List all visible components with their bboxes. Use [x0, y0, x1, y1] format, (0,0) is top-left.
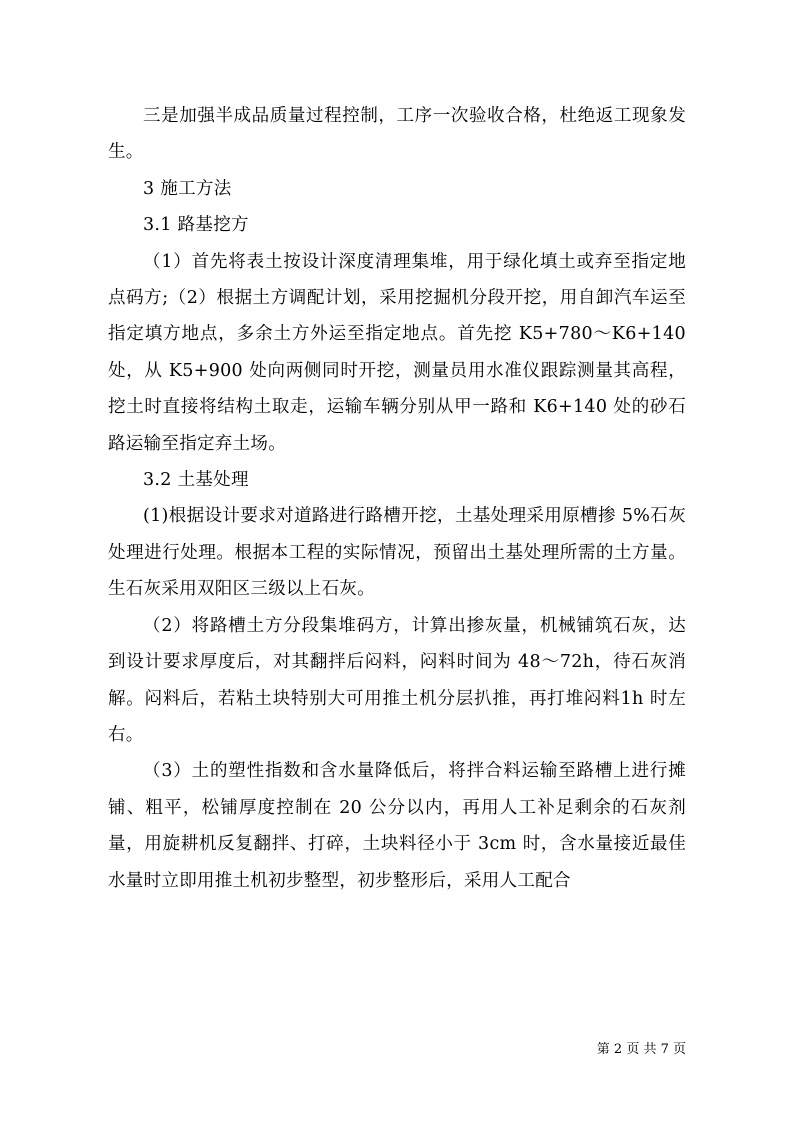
section-heading-construction-method: 3 施工方法 — [143, 178, 232, 199]
page-number-footer: 第 2 页 共 7 页 — [596, 1042, 686, 1057]
paragraph-soil-treatment-2: （2）将路槽土方分段集堆码方，计算出掺灰量，机械铺筑石灰，达到设计要求厚度后，对其翻拌后闷料，闷料时间为 48～72h，待石灰消解。闷料后，若粘土块特别大可用推土机分层扒推，再打堆闷料1h 时左右。 — [108, 615, 686, 745]
paragraph-soil-treatment-3: （3）土的塑性指数和含水量降低后，将拌合料运输至路槽上进行摊铺、粗平，松铺厚度控制在 20 公分以内，再用人工补足剩余的石灰剂量，用旋耕机反复翻拌、打碎，土块料径小于 3cm 时，含水量接近最佳水量时立即用推土机初步整型，初步整形后，采用人工配合 — [108, 761, 686, 891]
paragraph-soil-treatment-1: (1)根据设计要求对道路进行路槽开挖，土基处理采用原槽掺 5%石灰处理进行处理。根据本工程的实际情况，预留出土基处理所需的土方量。生石灰采用双阳区三级以上石灰。 — [108, 506, 686, 600]
paragraph-quality-control: 三是加强半成品质量过程控制，工序一次验收合格，杜绝返工现象发生。 — [108, 106, 686, 163]
subsection-heading-soil-treatment: 3.2 土基处理 — [143, 470, 249, 491]
document-body — [108, 98, 686, 899]
subsection-heading-roadbed-excavation: 3.1 路基挖方 — [143, 215, 249, 236]
paragraph-excavation-steps: （1）首先将表土按设计深度清理集堆，用于绿化填土或弃至指定地点码方;（2）根据土方调配计划，采用挖掘机分段开挖，用自卸汽车运至指定填方地点，多余土方外运至指定地点。首先挖 K5+780～K6+140 处，从 K5+900 处向两侧同时开挖，测量员用水准仪跟踪测量其高程，挖土时直接将结构土取走，运输车辆分别从甲一路和 K6+140 处的砂石路运输至指定弃土场。 — [108, 251, 686, 454]
